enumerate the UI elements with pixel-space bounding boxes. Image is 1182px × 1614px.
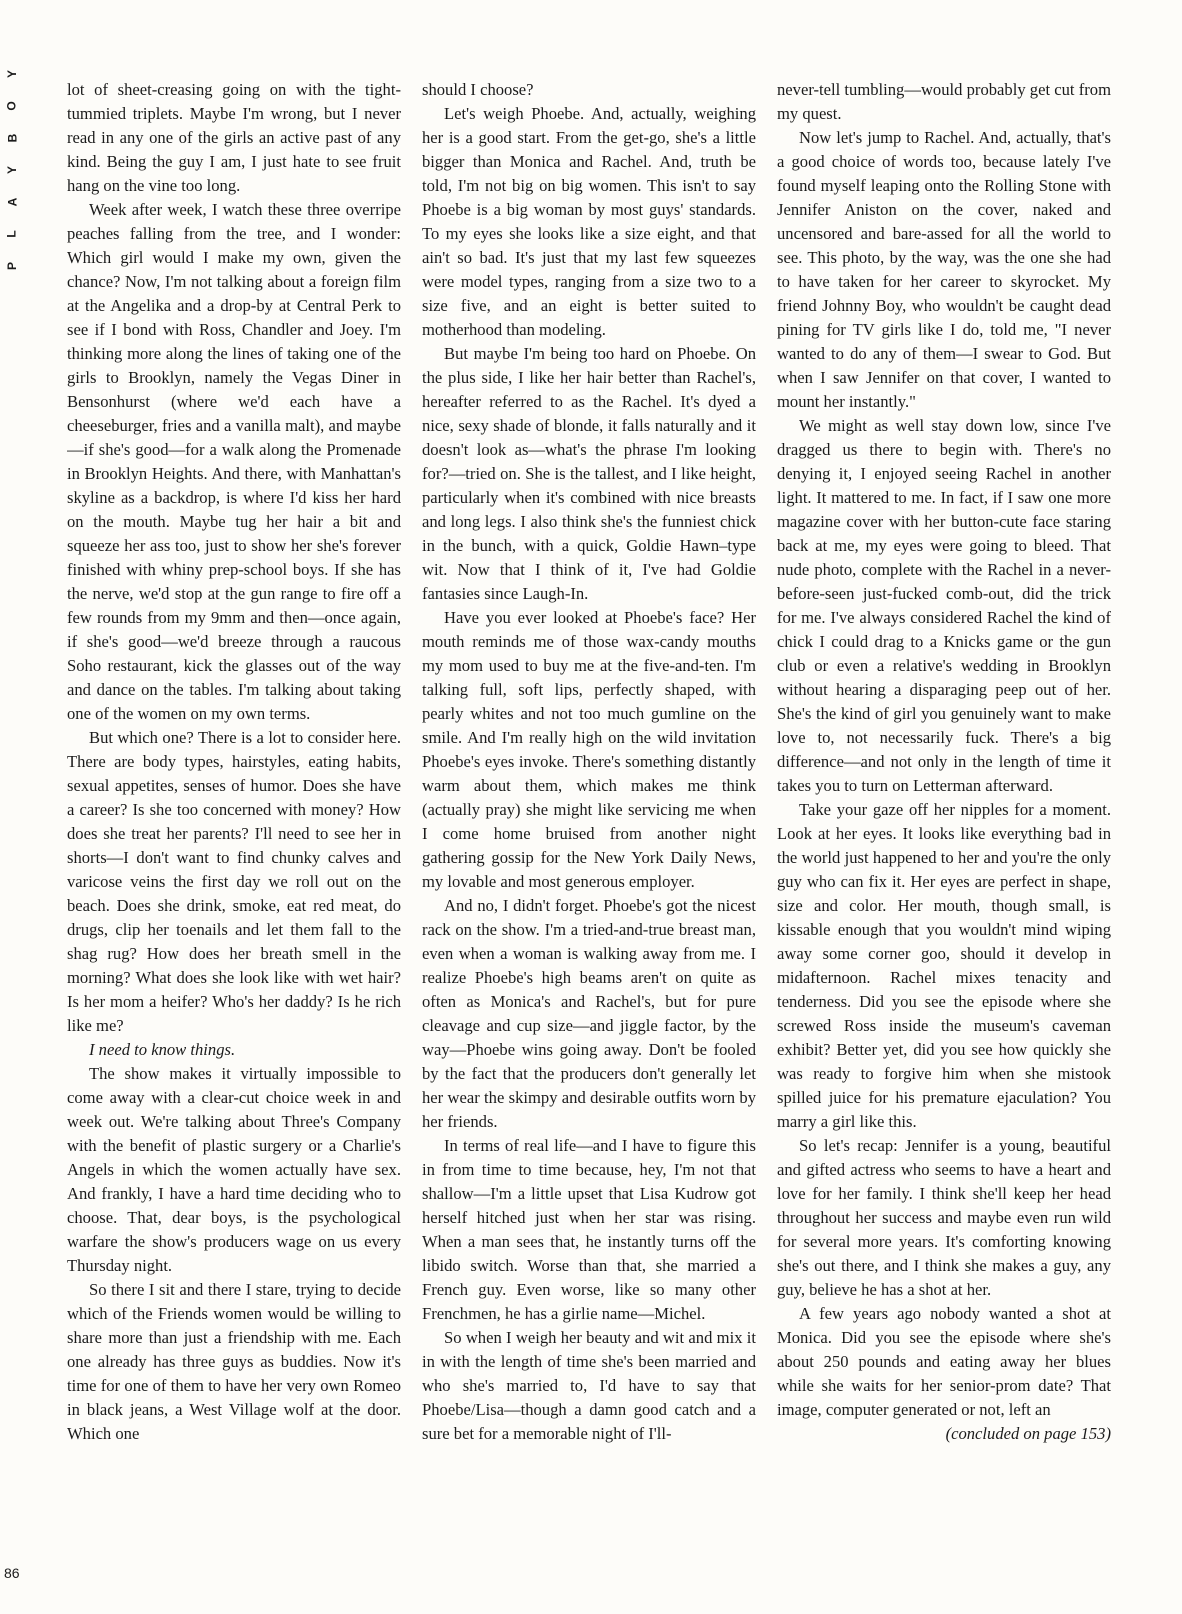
paragraph: But which one? There is a lot to consider here. There are body types, hairstyles, eating habits, sexual appetites, senses of humor. Does she have a career? Is she too concerned with money? How does she treat her parents? I'll need to see her in shorts—I don't want to find chunky calves and varicose veins the first day we roll out on the beach. Does she drink, smoke, eat red meat, do drugs, clip her toenails and let them fall to the shag rug? How does her breath smell in the morning? What does she look like with wet hair? Is her mom a heifer? Who's her daddy? Is he rich like me? xyxy=(67,728,401,1035)
paragraph: I need to know things. xyxy=(89,1040,236,1059)
masthead-letter: A xyxy=(4,197,19,207)
paragraph: Take your gaze off her nipples for a moment. Look at her eyes. It looks like everything bad in the world just happened to her and you're the only guy who can fix it. Her eyes are perfect in shape, size and color. Her mouth, though small, is kissable enough that you wouldn't mind wiping away some corner goo, should it develop in midafternoon. Rachel mixes tenacity and tenderness. Did you see the episode where she screwed Ross inside the museum's caveman exhibit? Better yet, did you see how quickly she was ready to forgive him when she mistook spilled juice for his premature ejaculation? You marry a girl like this. xyxy=(777,800,1111,1131)
text-column-1 xyxy=(67,78,401,1590)
text-column-2 xyxy=(422,78,756,1590)
paragraph: never-tell tumbling—would probably get cut from my quest. xyxy=(777,80,1111,123)
paragraph: So there I sit and there I stare, trying to decide which of the Friends women would be willing to share more than just a friendship with me. Each one already has three guys as buddies. Now it's time for one of them to have her very own Romeo in black jeans, a West Village wolf at the door. Which one xyxy=(67,1280,401,1443)
masthead-letter: L xyxy=(5,230,19,238)
paragraph: In terms of real life—and I have to figure this in from time to time because, hey, I'm not that shallow—I'm a little upset that Lisa Kudrow got herself hitched just when her star was rising. When a man sees that, he instantly turns off the libido switch. Worse than that, she married a French guy. Even worse, like so many other Frenchmen, he has a girlie name—Michel. xyxy=(422,1136,756,1323)
masthead-letter: B xyxy=(4,133,19,143)
masthead-letter: Y xyxy=(4,165,19,175)
paragraph: So when I weigh her beauty and wit and mix it in with the length of time she's been married and who she's married to, I'd have to say that Phoebe/Lisa—though a damn good catch and a sure bet for a memorable night of I'll- xyxy=(422,1328,756,1443)
paragraph: But maybe I'm being too hard on Phoebe. On the plus side, I like her hair better than Rachel's, hereafter referred to as the Rachel. It's dyed a nice, sexy shade of blonde, it falls naturally and it doesn't look as—what's the phrase I'm looking for?—tried on. She is the tallest, and I like height, particularly when it's combined with nice breasts and long legs. I also think she's the funniest chick in the bunch, with a quick, Goldie Hawn–type wit. Now that I think of it, I've had Goldie fantasies since Laugh-In. xyxy=(422,344,756,603)
paragraph: Now let's jump to Rachel. And, actually, that's a good choice of words too, because lately I've found myself leaping onto the Rolling Stone with Jennifer Aniston on the cover, naked and uncensored and bare-assed for all the world to see. This photo, by the way, was the one she had to have taken for her career to skyrocket. My friend Johnny Boy, who wouldn't be caught dead pining for TV girls like I do, told me, "I never wanted to do any of them—I swear to God. But when I saw Jennifer on that cover, I wanted to mount her instantly." xyxy=(777,128,1111,411)
paragraph: Have you ever looked at Phoebe's face? Her mouth reminds me of those wax-candy mouths my mom used to buy me at the five-and-ten. I'm talking full, soft lips, perfectly shaped, with pearly whites and not too much gumline on the smile. And I'm really high on the wild invitation Phoebe's eyes invoke. There's something distantly warm about them, which makes me think (actually pray) she might like servicing me when I come home bruised from another night gathering gossip for the New York Daily News, my lovable and most generous employer. xyxy=(422,608,756,891)
masthead-letter: Y xyxy=(4,69,19,79)
paragraph: Week after week, I watch these three overripe peaches falling from the tree, and I wonder: Which girl would I make my own, given the chance? Now, I'm not talking about a foreign film at the Angelika and a drop-by at Central Perk to see if I bond with Ross, Chandler and Joey. I'm thinking more along the lines of taking one of the girls to Brooklyn, namely the Vegas Diner in Bensonhurst (where we'd each have a cheeseburger, fries and a vanilla malt), and maybe—if she's good—for a walk along the Promenade in Brooklyn Heights. And there, with Manhattan's skyline as a backdrop, is where I'd kiss her hard on the mouth. Maybe tug her hair a bit and squeeze her ass too, just to show her she's forever finished with whiny prep-school boys. If she has the nerve, we'd stop at the gun range to fire off a few rounds from my 9mm and then—once again, if she's good—we'd breeze through a raucous Soho restaurant, kick the glasses out of the way and dance on the tables. I'm talking about taking one of the women on my own terms. xyxy=(67,200,401,723)
paragraph: And no, I didn't forget. Phoebe's got the nicest rack on the show. I'm a tried-and-true breast man, even when a woman is walking away from me. I realize Phoebe's high beams aren't on quite as often as Monica's and Rachel's, but for pure cleavage and cup size—and jiggle factor, by the way—Phoebe wins going away. Don't be fooled by the fact that the producers don't generally let her wear the skimpy and desirable outfits worn by her friends. xyxy=(422,896,756,1131)
paragraph: should I choose? xyxy=(422,80,534,99)
continuation-note: (concluded on page 153) xyxy=(945,1424,1111,1443)
paragraph: lot of sheet-creasing going on with the tight-tummied triplets. Maybe I'm wrong, but I never read in any one of the girls an active past of any kind. Being the guy I am, I just hate to see fruit hang on the vine too long. xyxy=(67,80,401,195)
masthead-letter: O xyxy=(5,101,19,111)
masthead-letter: P xyxy=(4,261,19,271)
masthead-playboy xyxy=(2,68,22,328)
paragraph: We might as well stay down low, since I've dragged us there to begin with. There's no denying it, I enjoyed seeing Rachel in another light. It mattered to me. In fact, if I saw one more magazine cover with her button-cute face staring back at me, my eyes were going to bleed. That nude photo, complete with the Rachel in a never-before-seen just-fucked comb-out, did the trick for me. I've always considered Rachel the kind of chick I could drag to a Knicks game or the gun club or even a relative's wedding in Brooklyn without hearing a disparaging peep out of her. She's the kind of girl you genuinely want to make love to, not necessarily fuck. There's a big difference—and not only in the length of time it takes you to turn on Letterman afterward. xyxy=(777,416,1111,795)
paragraph: Let's weigh Phoebe. And, actually, weighing her is a good start. From the get-go, she's a little bigger than Monica and Rachel. And, truth be told, I'm not big on big women. This isn't to say Phoebe is a big woman by most guys' standards. To my eyes she looks like a size eight, and that ain't so bad. It's just that my last few squeezes were model types, ranging from a size two to a size five, and an eight is better suited to motherhood than modeling. xyxy=(422,104,756,339)
page-number: 86 xyxy=(4,1565,20,1581)
paragraph: A few years ago nobody wanted a shot at Monica. Did you see the episode where she's about 250 pounds and eating away her blues while she waits for her senior-prom date? That image, computer generated or not, left an xyxy=(777,1304,1111,1419)
paragraph: The show makes it virtually impossible to come away with a clear-cut choice week in and week out. We're talking about Three's Company with the benefit of plastic surgery or a Charlie's Angels in which the women actually have sex. And frankly, I have a hard time deciding who to choose. That, dear boys, is the psychological warfare the show's producers wage on us every Thursday night. xyxy=(67,1064,401,1275)
text-column-3 xyxy=(777,78,1111,1590)
paragraph: So let's recap: Jennifer is a young, beautiful and gifted actress who seems to have a heart and love for her family. I think she'll keep her head throughout her success and maybe even run wild for several more years. It's comforting knowing she's out there, and I think she makes a guy, any guy, believe he has a shot at her. xyxy=(777,1136,1111,1299)
